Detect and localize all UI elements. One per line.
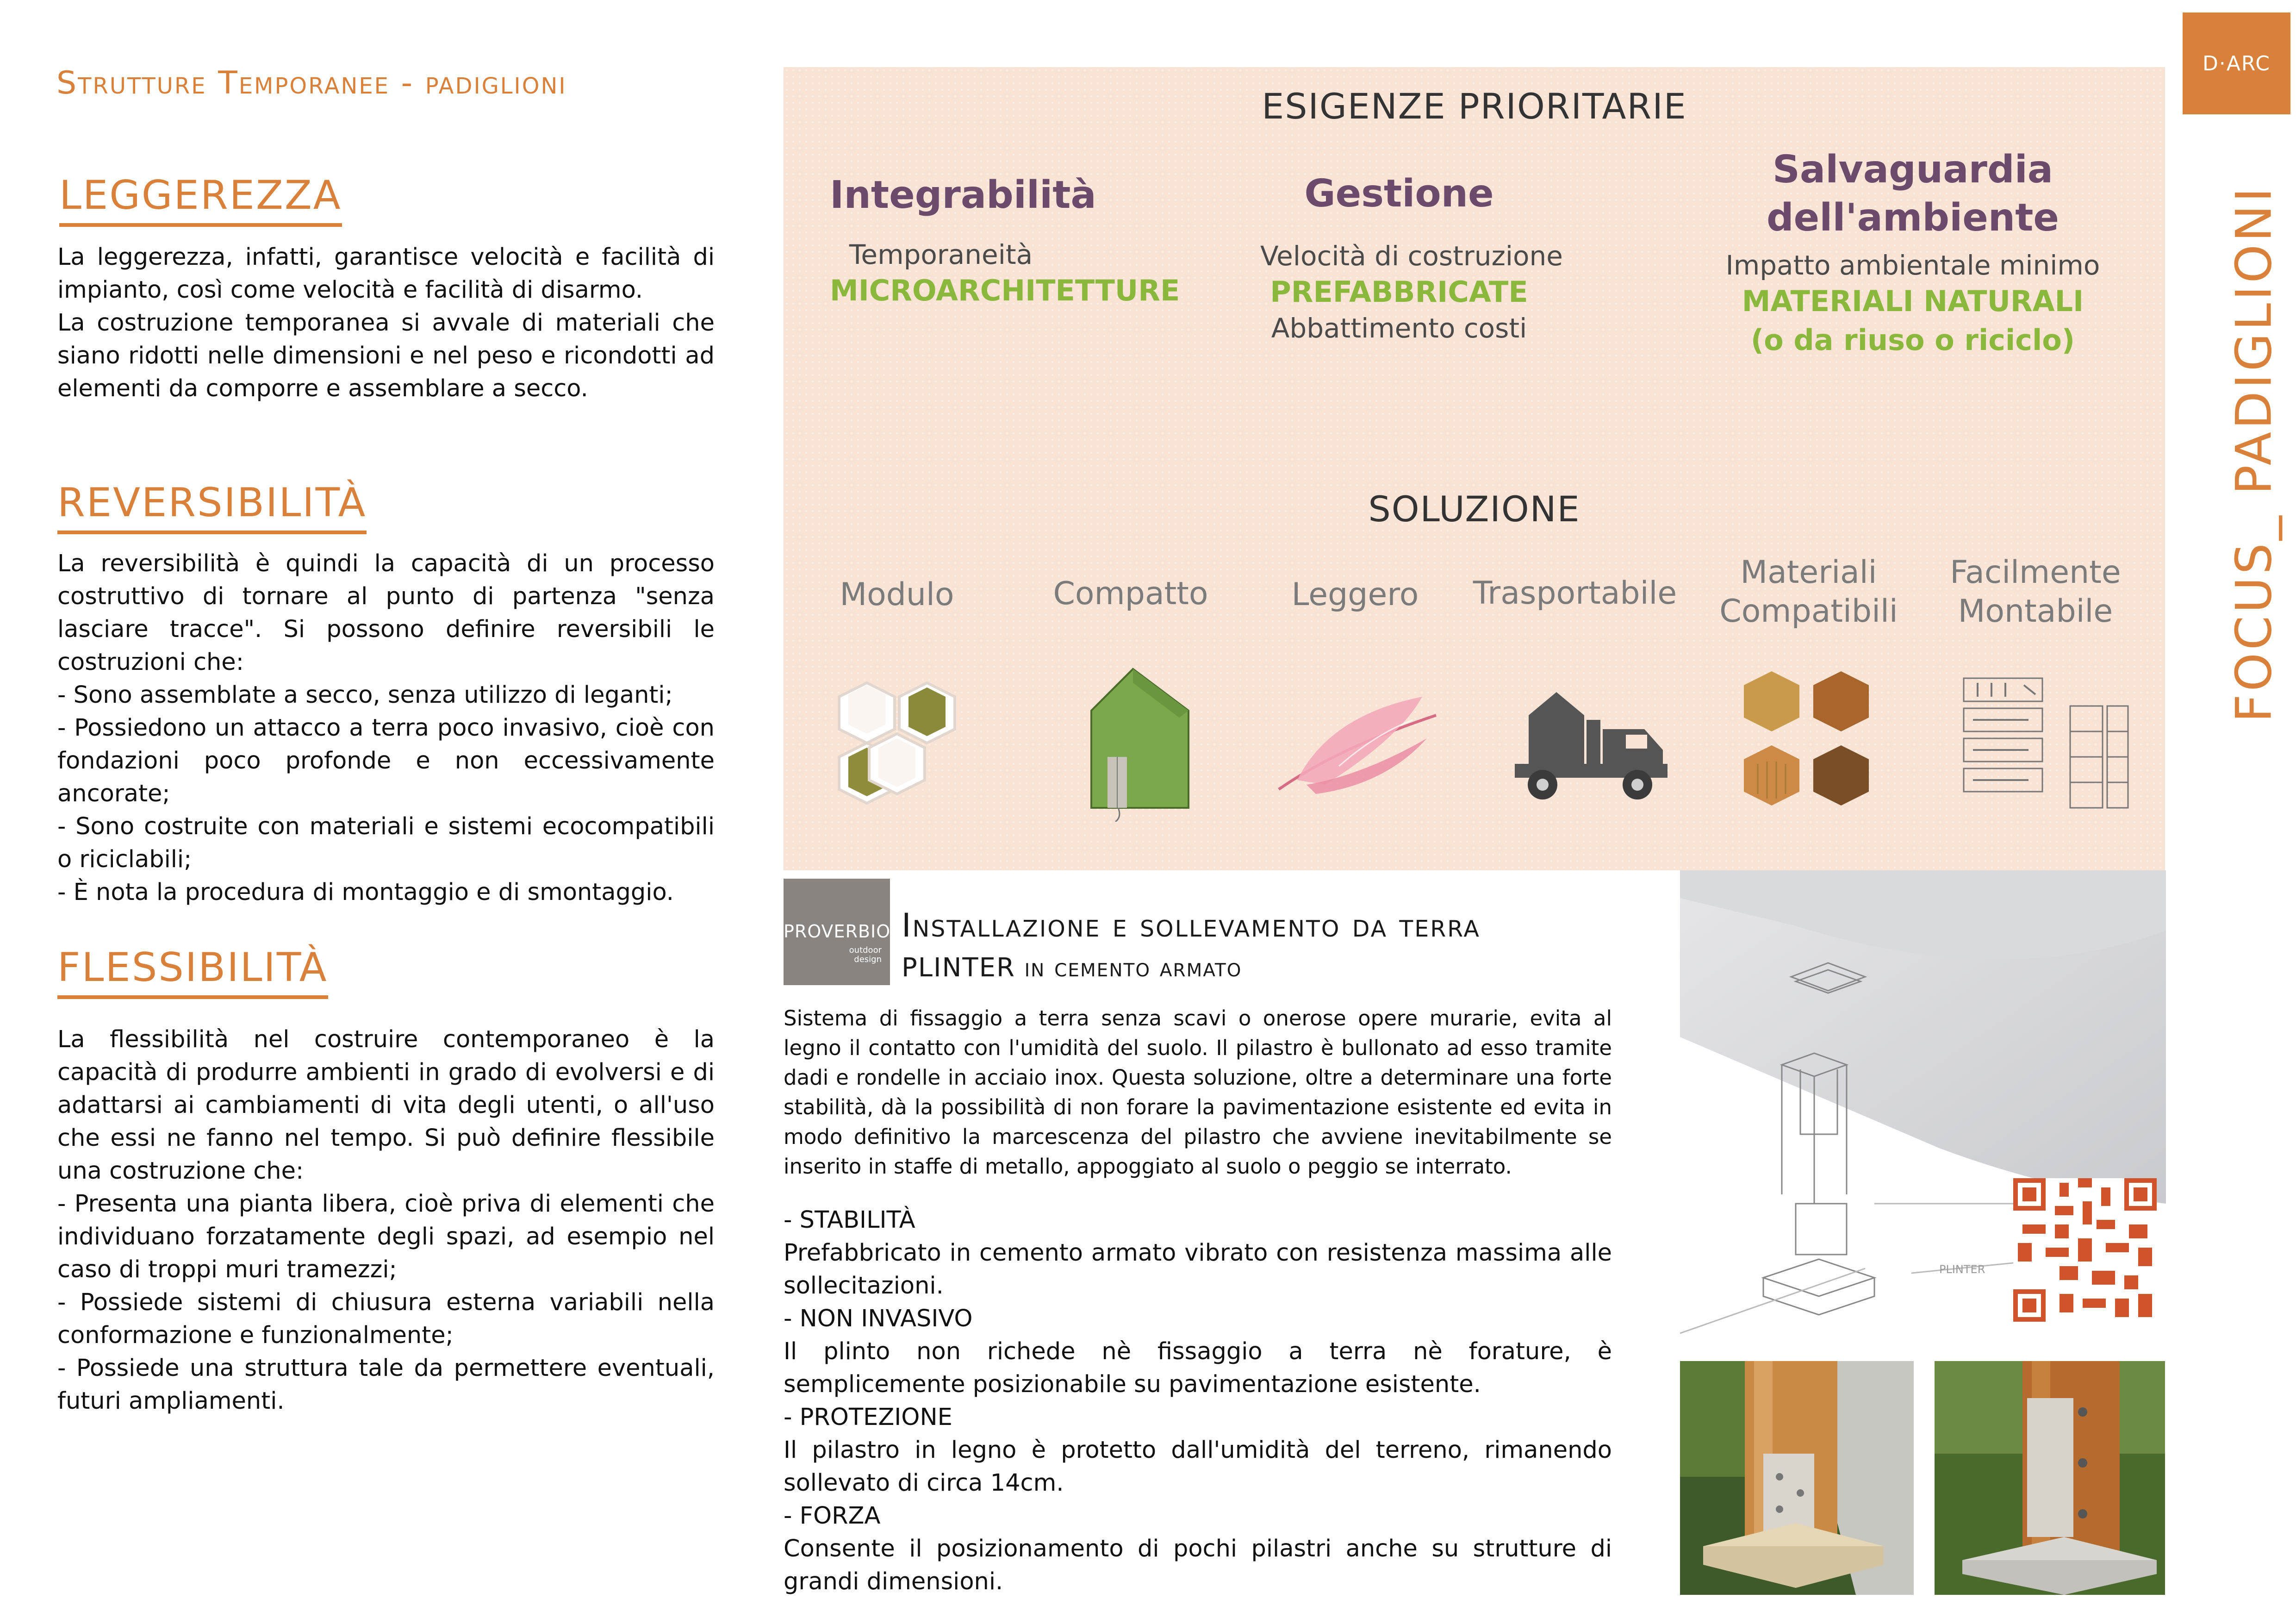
solution-label-line1: Facilmente [1950,554,2121,591]
flessibilita-text [57,1023,715,1418]
product-description [784,1004,1612,1181]
paragraph: - Possiede sistemi di chiusura esterna variabili nella conformazione e funzionalmente; [57,1289,715,1349]
solution-label-line2: Montabile [1958,593,2113,630]
section-reversibilita [57,480,367,534]
truck-icon [1506,683,1681,803]
solution-trasportabile: Trasportabile [1473,575,1677,612]
category-keyword: PREFABBRICATE [1270,275,1528,309]
vertical-focus-title [2217,185,2291,723]
section-flessibilita [57,944,328,999]
paragraph: - Presenta una pianta libera, cioè priva di elementi che individuano forzatamente degli spazi, ad esempio nel caso di troppi muri tramezzi; [57,1190,715,1283]
paragraph: - È nota la procedura di montaggio e di smontaggio. [57,879,674,906]
paragraph: La reversibilità è quindi la capacità di un processo costruttivo di tornare al punto di partenza "senza lasciare tracce". Si possono definire reversibili le costruzioni che: [57,550,715,676]
feather-icon [1269,678,1450,808]
feature-name: - NON INVASIVO [784,1305,973,1332]
solution-label-line1: Materiali [1740,554,1877,591]
brand-sub-line1: outdoor [849,945,882,955]
brand-sub [849,946,882,964]
category-title: Gestione [1304,172,1494,216]
paragraph: - Possiede una struttura tale da permettere eventuali, futuri ampliamenti. [57,1355,715,1415]
category-subtitle-2: Abbattimento costi [1271,312,1527,344]
solution-montabile [1936,553,2135,631]
brand-name: PROVERBIO [784,921,891,942]
install-subtitle: PLINTER in cemento armato [902,953,1242,983]
category-keyword: MICROARCHITETTURE [830,274,1180,307]
solution-modulo: Modulo [840,576,954,613]
category-subtitle: Impatto ambientale minimo [1725,250,2100,281]
section-title: REVERSIBILITÀ [57,480,367,534]
natural-materials-icon [1732,664,1885,826]
paragraph: - Sono costruite con materiali e sistemi ecocompatibili o riciclabili; [57,813,715,873]
section-leggerezza [59,172,342,227]
category-title: Integrabilità [830,173,1096,217]
hexagon-module-icon [816,669,992,822]
qr-code-icon[interactable] [2013,1178,2157,1322]
leggerezza-text [57,241,715,405]
paragraph: - Sono assemblate a secco, senza utilizzo di leganti; [57,681,673,709]
proverbio-logo [784,879,890,985]
feature-name: - STABILITÀ [784,1206,915,1234]
drawing-label: PLINTER [1939,1263,1985,1276]
description-paragraph: Sistema di fissaggio a terra senza scavi o onerose opere murarie, evita al legno il contatto con l'umidità del suolo. Il pilastro è bullonato ad esso tramite dadi e rondelle in acciaio inox. Questa soluzione, oltre a determinare una forte stabilità, dà la possibilità di non forare la pavimentazione esistente ed evita in modo definitivo la marcescenza del pilastro che avviene inevitabilmente se inserito in staffe di metallo, appoggiato al suolo o peggio se interrato. [784,1006,1612,1179]
feature-name: - PROTEZIONE [784,1404,952,1431]
priorities-panel [784,67,2165,870]
solution-materiali [1709,553,1908,631]
category-integrabilita [830,171,1180,311]
panel-heading: ESIGENZE PRIORITARIE [1262,86,1687,127]
paragraph: - Possiedono un attacco a terra poco invasivo, cioè con fondazioni poco profonde e non eccessivamente ancorate; [57,714,715,807]
category-gestione [1260,170,1563,344]
plinter-photo-1 [1680,1361,1914,1595]
solution-compatto: Compatto [1053,575,1208,612]
feature-name: - FORZA [784,1502,881,1530]
category-subtitle: Temporaneità [849,239,1033,270]
solution-leggero: Leggero [1291,576,1419,613]
vertical-title-text: FOCUS_ PADIGLIONI [2225,185,2283,723]
feature-text: Il plinto non richede nè fissaggio a terra nè forature, è semplicemente posizionabile su pavimentazione esistente. [784,1338,1612,1398]
feature-list [784,1204,1612,1598]
paragraph: La flessibilità nel costruire contemporaneo è la capacità di produrre ambienti in grado di evolversi e di adattarsi ai cambiamenti di vita degli utenti, o all'uso che essi ne fanno nel tempo. Si può definire flessibile una costruzione che: [57,1026,715,1185]
category-keyword-line2: (o da riuso o riciclo) [1750,323,2075,357]
category-title-line1: Salvaguardia [1772,148,2053,192]
feature-text: Il pilastro in legno è protetto dall'umidità del terreno, rimanendo sollevato di circa 14cm. [784,1437,1612,1497]
plinter-photo-2 [1935,1361,2165,1595]
section-title: LEGGEREZZA [59,172,342,227]
category-keyword-line1: MATERIALI NATURALI [1742,284,2084,318]
paragraph: La costruzione temporanea si avvale di materiali che siano ridotti nelle dimensioni e nel peso e ricondotti ad elementi da comporre e assemblare a secco. [57,309,715,402]
green-house-icon [1064,660,1202,822]
paragraph: La leggerezza, infatti, garantisce velocità e facilità di impianto, così come velocità e facilità di disarmo. [57,244,715,304]
page-title: Strutture Temporanee - padiglioni [56,65,567,101]
feature-text: Consente il posizionamento di pochi pilastri anche su strutture di grandi dimensioni. [784,1535,1612,1595]
install-title: Installazione e sollevamento da terra [902,906,1481,944]
category-title-line2: dell'ambiente [1766,196,2060,240]
reversibilita-text [57,547,715,909]
solution-label-line2: Compatibili [1719,593,1898,630]
section-title: FLESSIBILITÀ [57,944,328,999]
feature-text: Prefabbricato in cemento armato vibrato con resistenza massima alle sollecitazioni. [784,1239,1612,1299]
solution-heading: SOLUZIONE [1368,488,1580,530]
category-salvaguardia [1709,146,2116,361]
assembly-instructions-icon [1959,674,2135,817]
category-subtitle: Velocità di costruzione [1260,240,1563,272]
darc-logo: D·ARC [2183,12,2290,114]
brand-sub-line2: design [854,955,882,964]
